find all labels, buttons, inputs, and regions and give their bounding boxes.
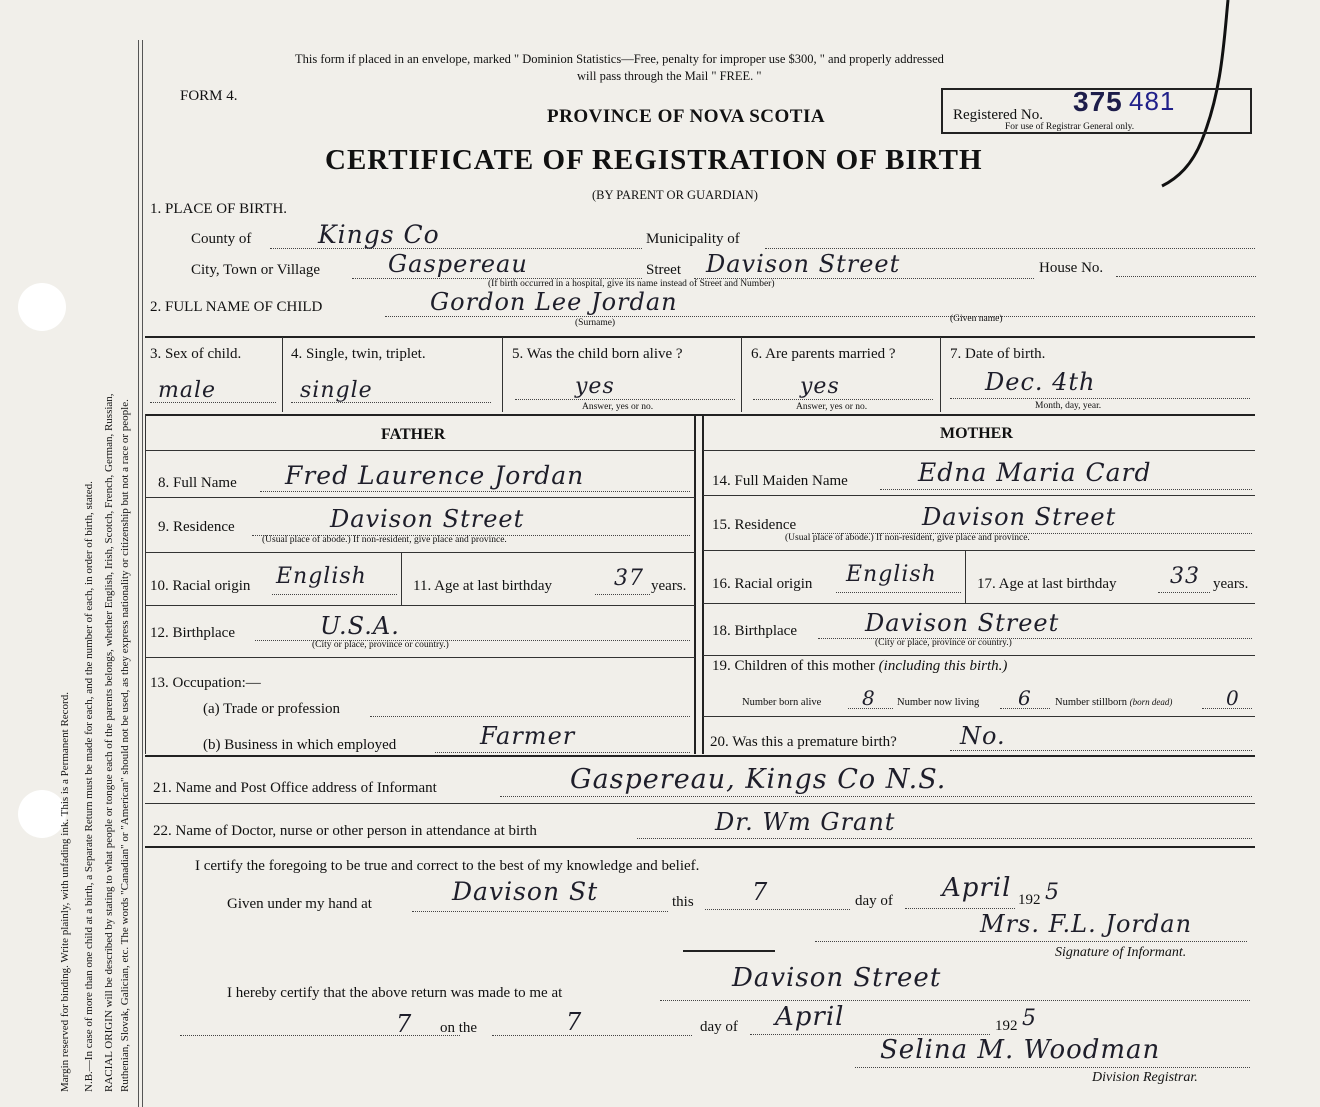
- given-place-value: Davison St: [452, 877, 599, 906]
- hospital-note: (If birth occurred in a hospital, give its name instead of Street and Number): [488, 279, 775, 289]
- mother-name-label: 14. Full Maiden Name: [712, 473, 848, 489]
- informant-signature: Mrs. F.L. Jordan: [980, 910, 1193, 938]
- registered-note: For use of Registrar General only.: [1005, 122, 1135, 132]
- parents-married-label: 6. Are parents married ?: [751, 346, 896, 362]
- street-label: Street: [646, 262, 681, 278]
- registered-number-stamped: 481: [1129, 86, 1176, 116]
- father-heading: FATHER: [381, 426, 446, 443]
- stillborn-count-value: 0: [1226, 686, 1240, 710]
- father-business-label: (b) Business in which employed: [203, 737, 397, 753]
- given-day-value: 7: [752, 878, 769, 906]
- mother-residence-value: Davison Street: [922, 503, 1117, 531]
- surname-note: (Surname): [575, 318, 616, 328]
- registrar-place-value: Davison Street: [732, 963, 942, 993]
- born-alive-value: yes: [575, 374, 615, 399]
- informant-signature-label: Signature of Informant.: [1055, 945, 1187, 960]
- born-alive-count-value: 8: [862, 686, 876, 710]
- margin-border: [138, 40, 139, 1107]
- city-label: City, Town or Village: [191, 262, 321, 278]
- mother-children-label: [712, 658, 1007, 675]
- child-name-value: Gordon Lee Jordan: [430, 288, 678, 316]
- mother-racial-origin-value: English: [846, 562, 937, 587]
- mother-residence-label: 15. Residence: [712, 517, 797, 533]
- mother-age-value: 33: [1170, 564, 1200, 589]
- given-month-value: April: [942, 873, 1012, 903]
- city-value: Gaspereau: [388, 250, 528, 278]
- street-value: Davison Street: [706, 250, 901, 278]
- registered-label: Registered No.: [953, 107, 1043, 123]
- date-of-birth-label: 7. Date of birth.: [950, 346, 1046, 362]
- premature-value: No.: [960, 722, 1006, 750]
- father-business-value: Farmer: [480, 722, 576, 750]
- registered-number-printed: 375: [1073, 86, 1123, 117]
- child-name-label: 2. FULL NAME OF CHILD: [150, 299, 323, 315]
- date-of-birth-value: Dec. 4th: [985, 368, 1096, 396]
- father-occupation-label: 13. Occupation:—: [150, 675, 261, 691]
- mother-heading: MOTHER: [940, 425, 1013, 442]
- plurality-label: 4. Single, twin, triplet.: [291, 346, 426, 362]
- father-residence-note: (Usual place of abode.) If non-resident, give place and province.: [262, 535, 507, 545]
- given-year-written: 5: [1045, 880, 1060, 905]
- margin-note-racial-origin-2: Ruthenian, Slovak, Galician, etc. The words "Canadian" or "American" should not be used, as they express nationality or citizenship but not a race or people.: [119, 399, 131, 1092]
- mother-children-label-text: 19. Children of this mother: [712, 658, 875, 674]
- stillborn-label-text: Number stillborn: [1055, 697, 1128, 708]
- registrar-statement: I hereby certify that the above return was made to me at: [227, 985, 563, 1001]
- born-alive-count-label: Number born alive: [742, 697, 822, 708]
- registrar-day-value: 7: [566, 1008, 583, 1036]
- county-value: Kings Co: [318, 220, 440, 249]
- father-age-unit: years.: [651, 578, 687, 594]
- plurality-value: single: [300, 378, 373, 403]
- stillborn-count-label: [1055, 697, 1172, 708]
- house-no-label: House No.: [1039, 260, 1104, 276]
- mother-children-italic: (including this birth.): [878, 658, 1008, 674]
- mother-birthplace-value: Davison Street: [865, 609, 1060, 637]
- margin-note-racial-origin-1: RACIAL ORIGIN will be described by stating to what people or tongue each of the parents belongs, whether English, Irish, Scotch, French, German, Russian,: [103, 393, 115, 1092]
- registrar-year-printed: 192: [995, 1018, 1018, 1034]
- given-under-label: Given under my hand at: [227, 896, 372, 912]
- registrar-signature: Selina M. Woodman: [880, 1035, 1161, 1065]
- certificate-title: CERTIFICATE OF REGISTRATION OF BIRTH: [325, 144, 983, 176]
- father-birthplace-label: 12. Birthplace: [150, 625, 235, 641]
- father-residence-label: 9. Residence: [158, 519, 235, 535]
- form-number: FORM 4.: [180, 88, 238, 104]
- certify-statement: I certify the foregoing to be true and correct to the best of my knowledge and belief.: [195, 858, 700, 874]
- doctor-value: Dr. Wm Grant: [715, 808, 896, 836]
- municipality-label: Municipality of: [646, 231, 740, 247]
- father-name-value: Fred Laurence Jordan: [285, 461, 585, 490]
- mother-age-label: 17. Age at last birthday: [977, 576, 1117, 592]
- registrar-preceding-value: 7: [396, 1010, 413, 1038]
- margin-border-inner: [142, 40, 143, 1107]
- sex-label: 3. Sex of child.: [150, 346, 242, 362]
- father-birthplace-value: U.S.A.: [320, 612, 400, 640]
- mother-birthplace-label: 18. Birthplace: [712, 623, 797, 639]
- province-heading: PROVINCE OF NOVA SCOTIA: [547, 106, 826, 127]
- mother-birthplace-note: (City or place, province or country.): [875, 638, 1012, 648]
- place-of-birth-heading: 1. PLACE OF BIRTH.: [150, 201, 288, 217]
- mother-racial-origin-label: 16. Racial origin: [712, 576, 813, 592]
- registered-number-box: [941, 88, 1252, 134]
- born-alive-note: Answer, yes or no.: [582, 402, 654, 412]
- parents-married-value: yes: [800, 374, 840, 399]
- father-residence-value: Davison Street: [330, 505, 525, 533]
- mail-notice-line2: will pass through the Mail " FREE. ": [577, 69, 762, 83]
- registrar-year-written: 5: [1022, 1006, 1037, 1031]
- informant-value: Gaspereau, Kings Co N.S.: [570, 764, 947, 795]
- parents-married-note: Answer, yes or no.: [796, 402, 868, 412]
- father-name-label: 8. Full Name: [158, 475, 237, 491]
- premature-label: 20. Was this a premature birth?: [710, 734, 897, 750]
- registrar-day-of-label: day of: [700, 1019, 738, 1035]
- doctor-label: 22. Name of Doctor, nurse or other person in attendance at birth: [153, 823, 537, 839]
- father-racial-origin-label: 10. Racial origin: [150, 578, 251, 594]
- certificate-subtitle: (BY PARENT OR GUARDIAN): [592, 188, 758, 202]
- born-alive-label: 5. Was the child born alive ?: [512, 346, 683, 362]
- given-name-note: (Given name): [950, 314, 1003, 324]
- registrar-signature-label: Division Registrar.: [1092, 1070, 1198, 1085]
- county-label: County of: [191, 231, 252, 247]
- father-racial-origin-value: English: [276, 564, 367, 589]
- mail-notice-line1: This form if placed in an envelope, marked " Dominion Statistics—Free, penalty for improper use $300, " and properly addressed: [295, 52, 944, 66]
- registrar-on-the-label: on the: [440, 1020, 478, 1036]
- registrar-month-value: April: [775, 1002, 845, 1032]
- given-year-printed: 192: [1018, 892, 1041, 908]
- mother-residence-note: (Usual place of abode.) If non-resident, give place and province.: [785, 533, 1030, 543]
- father-birthplace-note: (City or place, province or country.): [312, 640, 449, 650]
- date-of-birth-note: Month, day, year.: [1035, 401, 1102, 411]
- margin-note-multiple-births: N.B.—In case of more than one child at a birth, a Separate Return must be made for each, and the number of each, in order of birth, stated.: [83, 481, 95, 1092]
- living-count-label: Number now living: [897, 697, 980, 708]
- father-age-value: 37: [614, 566, 644, 591]
- sex-value: male: [158, 378, 217, 403]
- margin-note-binding: Margin reserved for binding. Write plainly, with unfading ink. This is a Permanent Record.: [59, 692, 71, 1092]
- father-age-label: 11. Age at last birthday: [413, 578, 552, 594]
- stillborn-note: (born dead): [1129, 697, 1173, 707]
- punch-hole-top: [18, 283, 66, 331]
- mother-age-unit: years.: [1213, 576, 1249, 592]
- living-count-value: 6: [1018, 686, 1032, 710]
- informant-label: 21. Name and Post Office address of Informant: [153, 780, 437, 796]
- given-day-of-label: day of: [855, 893, 893, 909]
- mother-name-value: Edna Maria Card: [918, 458, 1152, 487]
- father-trade-label: (a) Trade or profession: [203, 701, 341, 717]
- given-this-label: this: [672, 894, 694, 910]
